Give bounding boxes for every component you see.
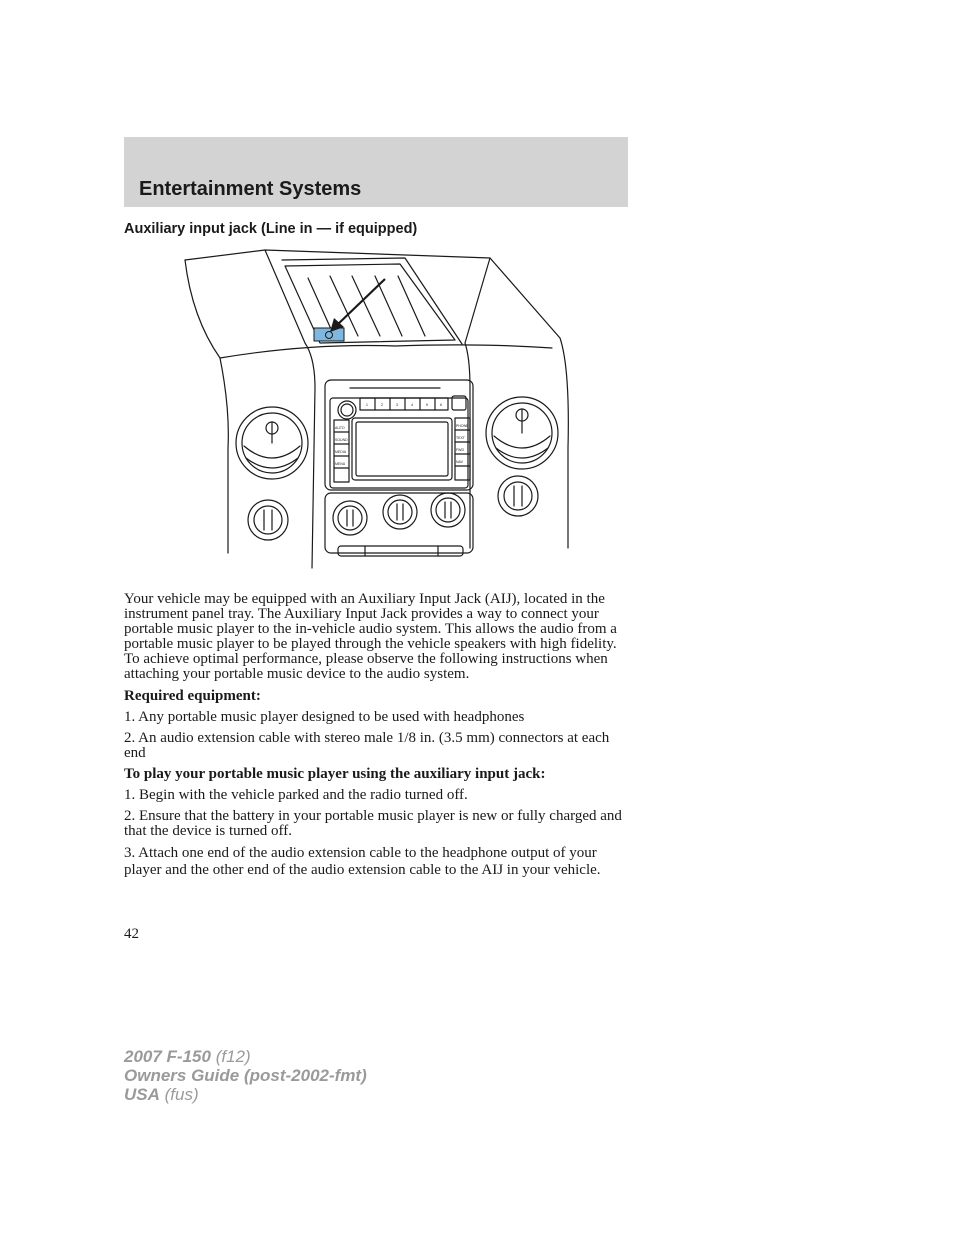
step-1: 1. Begin with the vehicle parked and the radio turned off. — [124, 787, 468, 803]
footer-line-3 — [124, 1085, 367, 1104]
footer-market-code: (fus) — [164, 1085, 199, 1104]
section-title: Entertainment Systems — [139, 178, 362, 200]
radio-label-menu: MENU — [335, 462, 346, 466]
preset-2: 2 — [381, 403, 383, 407]
radio-label-auto: AUTO — [335, 426, 345, 430]
footer-guide: Owners Guide (post-2002-fmt) — [124, 1066, 367, 1085]
play-heading: To play your portable music player using the auxiliary input jack: — [124, 766, 546, 782]
radio-label-text: TEXT — [456, 436, 465, 440]
footer-market: USA — [124, 1085, 160, 1104]
radio-label-nav: NAV — [456, 460, 463, 464]
page-number: 42 — [124, 926, 139, 942]
radio-label-sound: SOUND — [335, 438, 348, 442]
footer — [124, 1047, 367, 1104]
preset-5: 5 — [426, 403, 428, 407]
footer-line-1 — [124, 1047, 367, 1066]
preset-6: 6 — [440, 403, 442, 407]
footer-line-2 — [124, 1066, 367, 1085]
radio-label-fwd: FWD — [456, 448, 464, 452]
preset-4: 4 — [411, 403, 413, 407]
required-item-1: 1. Any portable music player designed to be used with headphones — [124, 709, 525, 725]
step-2: 2. Ensure that the battery in your portable music player is new or fully charged and that the device is turned off. — [124, 808, 622, 839]
preset-3: 3 — [396, 403, 398, 407]
radio-label-phone: PHONE — [456, 424, 469, 428]
preset-1: 1 — [366, 403, 368, 407]
radio-label-media: MEDIA — [335, 450, 347, 454]
intro-paragraph: Your vehicle may be equipped with an Auxiliary Input Jack (AIJ), located in the instrument panel tray. The Auxiliary Input Jack provides a way to connect your portable music player to the in-vehicle audio system. This allows the audio from a portable music player to be played through the vehicle speakers with high fidelity. To achieve optimal performance, please observe the following instructions when attaching your portable music device to the audio system. — [124, 591, 617, 682]
required-heading: Required equipment: — [124, 688, 261, 704]
section-header — [124, 137, 628, 207]
footer-model-code: (f12) — [215, 1047, 251, 1066]
subheading: Auxiliary input jack (Line in — if equipped) — [124, 221, 418, 237]
step-3: 3. Attach one end of the audio extension cable to the headphone output of your player and the other end of the audio extension cable to the AIJ in your vehicle. — [124, 845, 601, 878]
aux-jack-highlight — [314, 328, 344, 341]
required-item-2: 2. An audio extension cable with stereo male 1/8 in. (3.5 mm) connectors at each end — [124, 730, 610, 761]
body-text — [124, 592, 629, 885]
footer-model: 2007 F-150 — [124, 1047, 211, 1066]
instrument-panel-illustration — [180, 248, 580, 573]
